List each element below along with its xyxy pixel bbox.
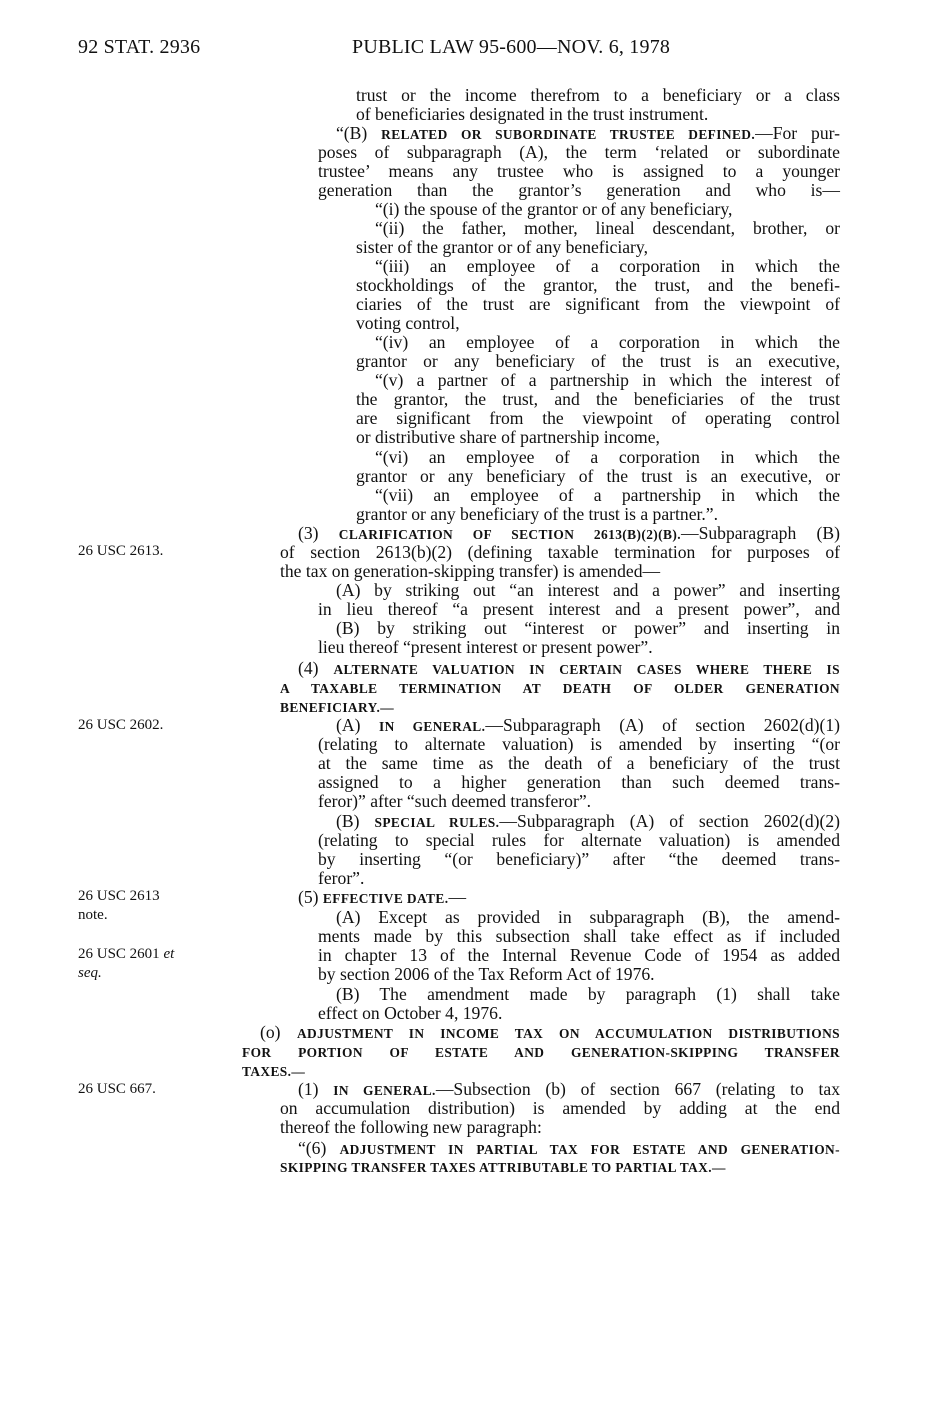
clause-iii: “(iii) an employee of a corporation in which the (375, 256, 840, 276)
clause-v: “(v) a partner of a partnership in which the interest of (375, 370, 840, 390)
subparagraph-b: (B) The amendment made by paragraph (1) shall take (336, 984, 840, 1004)
subparagraph-b-heading: “(B) RELATED OR SUBORDINATE TRUSTEE DEFINED.—For pur- (336, 123, 840, 143)
subsection-o-heading: (o) ADJUSTMENT IN INCOME TAX ON ACCUMULATION DISTRIBUTIONS (260, 1022, 840, 1042)
clause-vii: “(vii) an employee of a partnership in which the (375, 485, 840, 505)
text-line: of section 2613(b)(2) (defining taxable termination for purposes of (280, 542, 840, 562)
text-line: at the same time as the death of a beneficiary of the trust (318, 753, 840, 773)
text-line: ments made by this subsection shall take effect as if included (318, 926, 840, 946)
text-line: in lieu thereof “a present interest and a present power”, and (318, 599, 840, 619)
page-header (78, 36, 839, 62)
text-line: voting control, (356, 313, 460, 333)
text-line: the tax on generation-skipping transfer) is amended— (280, 561, 661, 581)
text-line: assigned to a higher generation than such deemed trans- (318, 772, 840, 792)
clause-vi: “(vi) an employee of a corporation in which the (375, 447, 840, 467)
text-line: SKIPPING TRANSFER TAXES ATTRIBUTABLE TO PARTIAL TAX.— (280, 1160, 726, 1175)
text-line: FOR PORTION OF ESTATE AND GENERATION-SKIPPING TRANSFER (242, 1045, 840, 1060)
text-line: TAXES.— (242, 1064, 306, 1079)
subparagraph-b: (B) by striking out “interest or power” and inserting in (336, 618, 840, 638)
text-line: effect on October 4, 1976. (318, 1003, 503, 1023)
text-line: stockholdings of the grantor, the trust, and the benefi- (356, 275, 840, 295)
subparagraph-a: (A) Except as provided in subparagraph (B), the amend- (336, 907, 840, 927)
text-line: (relating to alternate valuation) is amended by inserting “(or (318, 734, 840, 754)
public-law-title: PUBLIC LAW 95-600—NOV. 6, 1978 (352, 36, 671, 58)
margin-note-note-label: note. (78, 907, 108, 923)
text-line: feror”. (318, 868, 365, 888)
margin-note-26-usc-2613-note: 26 USC 2613 (78, 888, 160, 904)
stat-page-number: 92 STAT. 2936 (78, 36, 201, 58)
text-line: poses of subparagraph (A), the term ‘related or subordinate (318, 142, 840, 162)
text-line: BENEFICIARY.— (280, 700, 394, 715)
subparagraph-b-heading: (B) SPECIAL RULES.—Subparagraph (A) of section 2602(d)(2) (336, 811, 841, 831)
text-line: generation than the grantor’s generation and who is— (318, 180, 840, 200)
margin-note-seq: seq. (78, 965, 102, 981)
paragraph-5-heading: (5) EFFECTIVE DATE.— (298, 887, 467, 907)
paragraph-4-heading: (4) ALTERNATE VALUATION IN CERTAIN CASES WHERE THERE IS (298, 658, 840, 678)
margin-note-26-usc-2613: 26 USC 2613. (78, 543, 164, 559)
text-line: grantor or any beneficiary of the trust is an executive, (356, 351, 840, 371)
text-line: in chapter 13 of the Internal Revenue Code of 1954 as added (318, 945, 840, 965)
clause-ii: “(ii) the father, mother, lineal descendant, brother, or (375, 218, 840, 238)
text-line: ciaries of the trust are significant from the viewpoint of (356, 294, 840, 314)
paragraph-3-heading: (3) CLARIFICATION OF SECTION 2613(B)(2)(B).—Subparagraph (B) (298, 523, 840, 543)
text-line: grantor or any beneficiary of the trust is an executive, or (356, 466, 840, 486)
paragraph-6-heading: “(6) ADJUSTMENT IN PARTIAL TAX FOR ESTATE AND GENERATION- (298, 1138, 840, 1158)
text-line: (relating to special rules for alternate valuation) is amended (318, 830, 840, 850)
clause-i: “(i) the spouse of the grantor or of any beneficiary, (375, 199, 733, 219)
text-line: sister of the grantor or of any beneficiary, (356, 237, 648, 257)
paragraph-1-heading: (1) IN GENERAL.—Subsection (b) of section 667 (relating to tax (298, 1079, 840, 1099)
text-line: feror)” after “such deemed transferor”. (318, 791, 592, 811)
text-line: or distributive share of partnership income, (356, 427, 660, 447)
text-line: grantor or any beneficiary of the trust is a partner.”. (356, 504, 718, 524)
subparagraph-a-heading: (A) IN GENERAL.—Subparagraph (A) of section 2602(d)(1) (336, 715, 840, 735)
text-line: trust or the income therefrom to a beneficiary or a class (356, 85, 840, 105)
text-line: thereof the following new paragraph: (280, 1117, 542, 1137)
text-line: by inserting “(or beneficiary)” after “the deemed trans- (318, 849, 840, 869)
text-line: are significant from the viewpoint of operating control (356, 408, 840, 428)
subparagraph-a: (A) by striking out “an interest and a power” and inserting (336, 580, 840, 600)
clause-iv: “(iv) an employee of a corporation in which the (375, 332, 840, 352)
text-line: of beneficiaries designated in the trust instrument. (356, 104, 709, 124)
text-line: A TAXABLE TERMINATION AT DEATH OF OLDER GENERATION (280, 681, 840, 696)
text-line: trustee’ means any trustee who is assigned to a younger (318, 161, 840, 181)
margin-note-26-usc-667: 26 USC 667. (78, 1081, 156, 1097)
text-line: the grantor, the trust, and the beneficiaries of the trust (356, 389, 840, 409)
text-line: on accumulation distribution) is amended by adding at the end (280, 1098, 840, 1118)
text-line: lieu thereof “present interest or present power”. (318, 637, 653, 657)
margin-note-26-usc-2601: 26 USC 2601 et (78, 946, 175, 962)
text-line: by section 2006 of the Tax Reform Act of 1976. (318, 964, 655, 984)
margin-note-26-usc-2602: 26 USC 2602. (78, 717, 164, 733)
